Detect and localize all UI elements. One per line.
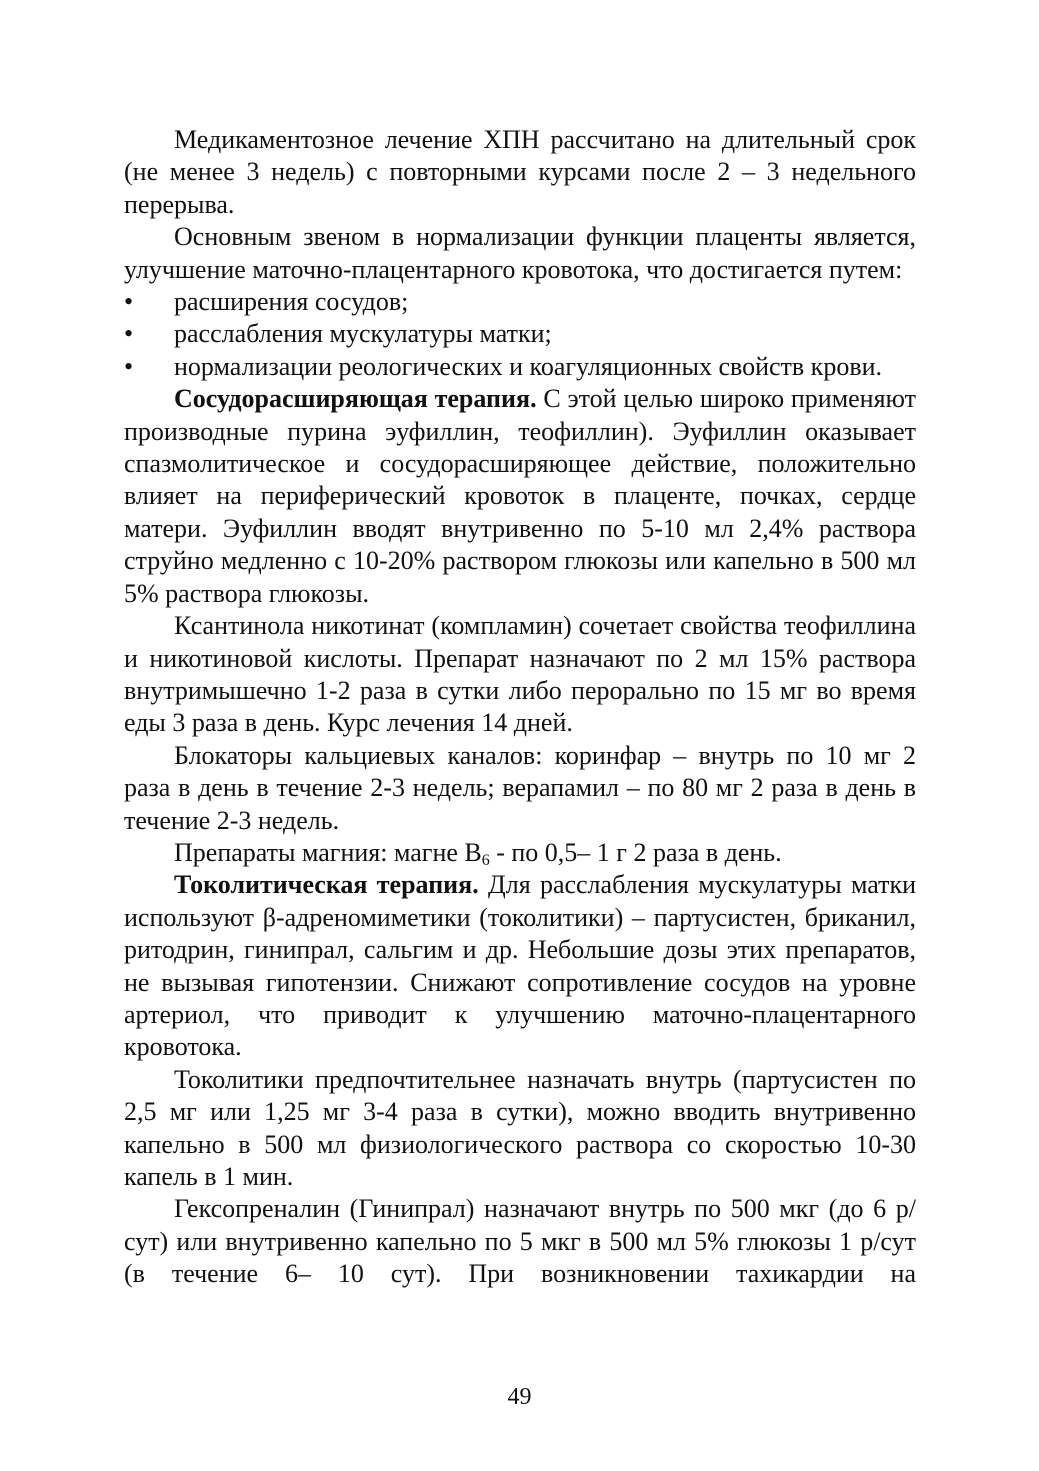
paragraph-text: Препараты магния: магне В xyxy=(174,837,482,867)
list-item xyxy=(124,318,916,350)
bullet-icon: • xyxy=(124,351,134,381)
section-heading-tocolytic: Токолитическая терапия. xyxy=(174,870,479,900)
page-number: 49 xyxy=(507,1384,532,1410)
paragraph-text: Для расслабления мускулатуры матки используют β-адреномиметики (токолитики) – партусистен, бриканил, ритодрин, гинипрал, сальгим и др. Небольшие дозы этих препаратов, не вызывая гипотензии. Снижают сопротивление сосудов на уровне артериол, что приводит к улучшению маточно-плацентарного кровотока. xyxy=(124,870,916,1062)
paragraph-calcium-blockers: Блокаторы кальциевых каналов: коринфар – внутрь по 10 мг 2 раза в день в течение 2-3 недель; верапамил – по 80 мг 2 раза в день в течение 2-3 недель. xyxy=(124,740,916,835)
paragraph-text: - по 0,5– 1 г 2 раза в день. xyxy=(489,837,782,867)
list-item-text: расширения сосудов; xyxy=(174,287,409,317)
paragraph-placental-function: Основным звеном в нормализации функции плаценты является, улучшение маточно-плацентарного кровотока, что достигается путем: xyxy=(124,222,916,284)
page-body xyxy=(124,124,916,1291)
list-item xyxy=(124,286,916,318)
paragraph-tocolytics-administration: Токолитики предпочтительнее назначать внутрь (партусистен по 2,5 мг или 1,25 мг 3-4 раза в сутки), можно вводить внутривенно капельно в 500 мл физиологического раствора со скоростью 10-30 капель в 1 мин. xyxy=(124,1064,916,1191)
list-item-text: нормализации реологических и коагуляционных свойств крови. xyxy=(174,351,883,381)
paragraph-tocolytic-therapy xyxy=(124,869,916,1063)
subscript: 6 xyxy=(481,851,490,869)
paragraph-vasodilator-therapy xyxy=(124,383,916,610)
list-item-text: расслабления мускулатуры матки; xyxy=(174,319,552,349)
paragraph-magnesium xyxy=(124,837,916,869)
bullet-list-methods xyxy=(124,286,916,383)
paragraph-xantinol: Ксантинола никотинат (компламин) сочетает свойства теофиллина и никотиновой кислоты. Препарат назначают по 2 мл 15% раствора внутримышечно 1-2 раза в сутки либо перорально по 15 мг во время еды 3 раза в день. Курс лечения 14 дней. xyxy=(124,611,916,738)
paragraph-chronic-insufficiency-treatment: Медикаментозное лечение ХПН рассчитано на длительный срок (не менее 3 недель) с повторными курсами после 2 – 3 недельного перерыва. xyxy=(124,125,916,219)
paragraph-hexoprenaline: Гексопреналин (Гинипрал) назначают внутрь по 500 мкг (до 6 р/сут) или внутривенно капельно по 5 мкг в 500 мл 5% глюкозы 1 р/сут (в течение 6– 10 сут). При возникновении тахикардии на xyxy=(124,1194,916,1289)
bullet-icon: • xyxy=(124,319,134,349)
list-item xyxy=(124,351,916,383)
bullet-icon: • xyxy=(124,287,134,317)
section-heading-vasodilator: Сосудорасширяющая терапия. xyxy=(174,384,537,414)
paragraph-text: С этой целью широко применяют производные пурина эуфиллин, теофиллин). Эуфиллин оказывает спазмолитическое и сосудорасширяющее действие, положительно влияет на периферический кровоток в плаценте, почках, сердце матери. Эуфиллин вводят внутривенно по 5-10 мл 2,4% раствора струйно медленно с 10-20% раствором глюкозы или капельно в 500 мл 5% раствора глюкозы. xyxy=(124,384,916,608)
